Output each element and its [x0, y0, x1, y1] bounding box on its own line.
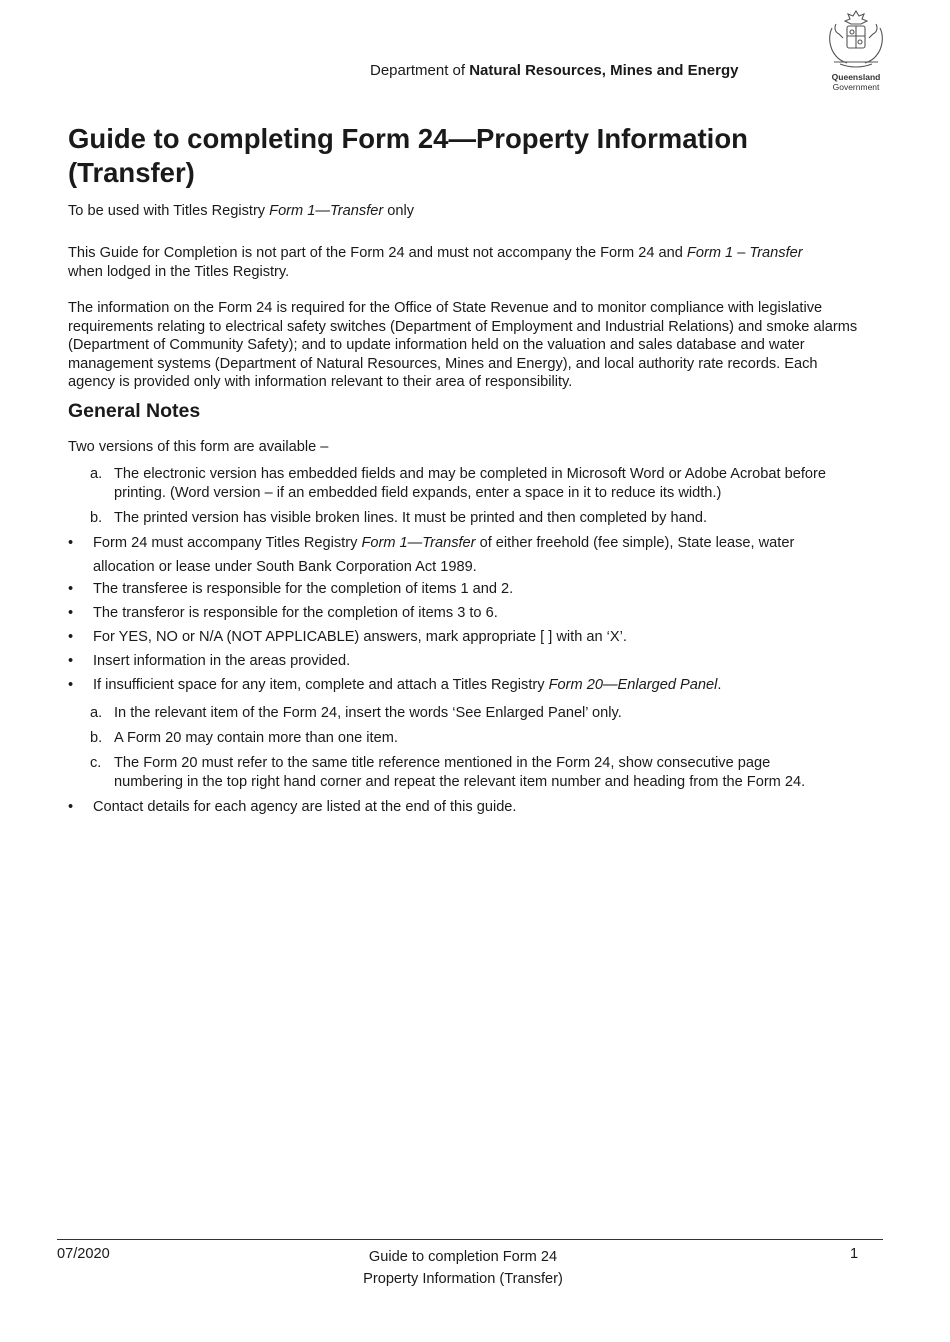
intro-paragraph-2: The information on the Form 24 is required for the Office of State Revenue and to monitor compliance with legislative requirements relating to electrical safety switches (Department of Employment and Industrial Relations) and smoke alarms (Department of Community Safety); and to update information held on the valuation and sales database and water management systems (Department of Natural Resources, Mines and Energy), and local authority rate records. Each agency is provided only with information relevant to their area of responsibility. — [68, 300, 858, 390]
footer-document-title: Guide to completion Form 24 Property Information (Transfer) — [363, 1249, 563, 1287]
department-line: Department of Natural Resources, Mines and Energy — [370, 62, 739, 79]
page-title: Guide to completing Form 24—Property Information (Transfer) — [68, 123, 748, 188]
bullet-icon: • — [68, 605, 74, 621]
logo-text-queensland: Queensland — [831, 72, 881, 82]
department-name: Natural Resources, Mines and Energy — [469, 62, 739, 79]
section-heading-general-notes: General Notes — [68, 400, 201, 422]
list-item: a. In the relevant item of the Form 24, insert the words ‘See Enlarged Panel’ only. — [90, 705, 622, 721]
list-item: c. The Form 20 must refer to the same title reference mentioned in the Form 24, show consecutive page numbering in the top right hand corner and repeat the relevant item number and heading from the Form 24. — [90, 755, 806, 790]
queensland-government-logo — [822, 8, 890, 96]
list-item: a. The electronic version has embedded fields and may be completed in Microsoft Word or Adobe Acrobat before printing. (Word version – if an embedded field expands, enter a space in it to reduce its width.) — [90, 466, 826, 501]
intro-paragraph-1: This Guide for Completion is not part of the Form 24 and must not accompany the Form 24 and Form 1 – Transfer when lodged in the Titles Registry. — [68, 245, 803, 280]
bullet-icon: • — [68, 799, 74, 815]
subtitle: To be used with Titles Registry Form 1—Transfer only — [68, 203, 415, 219]
logo-text-government: Government — [832, 82, 880, 92]
footer-divider — [57, 1239, 883, 1240]
list-item: b. The printed version has visible broken lines. It must be printed and then completed by hand. — [90, 510, 708, 526]
bullet-icon: • — [68, 677, 74, 693]
bullet-icon: • — [68, 629, 74, 645]
bullet-icon: • — [68, 581, 74, 597]
footer-date: 07/2020 — [57, 1246, 110, 1262]
footer-page-number: 1 — [850, 1246, 859, 1262]
list-item: b. A Form 20 may contain more than one item. — [90, 730, 398, 746]
versions-intro: Two versions of this form are available – — [68, 439, 329, 455]
coat-of-arms-icon — [822, 8, 890, 70]
bullet-icon: • — [68, 535, 74, 551]
bullet-icon: • — [68, 653, 74, 669]
